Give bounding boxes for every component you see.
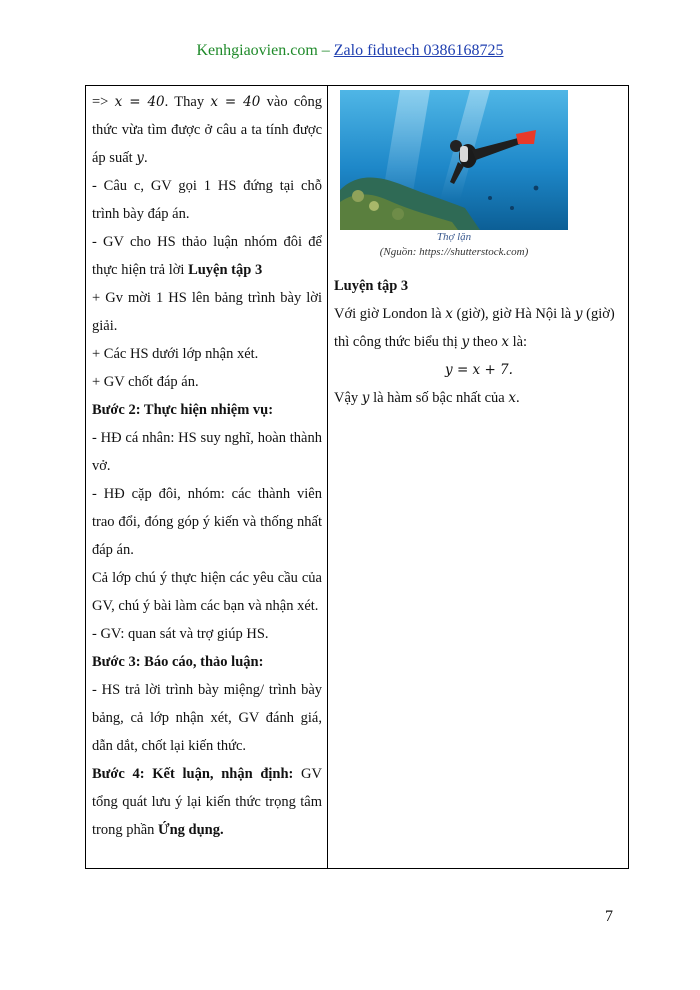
- paragraph-pair-discussion: - GV cho HS thảo luận nhóm đôi để thực hiện trả lời Luyện tập 3: [92, 234, 322, 278]
- header-separator: –: [317, 42, 334, 59]
- teacher-activity-column: [92, 88, 322, 844]
- paragraph-teacher-confirm: + GV chốt đáp án.: [92, 374, 199, 390]
- photo-source: (Nguồn: https://shutterstock.com): [379, 246, 529, 258]
- practice-formula: y = x + 7.: [445, 362, 513, 378]
- diver-figure: [340, 90, 568, 260]
- site-name[interactable]: Kenhgiaovien.com: [196, 42, 318, 59]
- paragraph-group: - HĐ cặp đôi, nhóm: các thành viên trao đổi, đóng góp ý kiến và thống nhất đáp án.: [92, 486, 322, 558]
- diver-photo: [340, 90, 568, 230]
- page-header: [0, 42, 700, 60]
- student-product-column: [334, 86, 624, 412]
- practice-title: Luyện tập 3: [334, 278, 409, 294]
- practice-statement: Với giờ London là x (giờ), giờ Hà Nội là y (giờ) thì công thức biểu thị y theo x là:: [334, 306, 615, 350]
- photo-caption: Thợ lặn: [436, 231, 472, 243]
- paragraph-step-4: Bước 4: Kết luận, nhận định: GV tổng quát lưu ý lại kiến thức trọng tâm trong phần Ứng dụng.: [92, 766, 322, 838]
- paragraph-observe: - GV: quan sát và trợ giúp HS.: [92, 626, 269, 642]
- contact-link[interactable]: Zalo fidutech 0386168725: [333, 42, 504, 59]
- paragraph-report: - HS trả lời trình bày miệng/ trình bày bảng, cả lớp nhận xét, GV đánh giá, dẫn dắt, chốt lại kiến thức.: [92, 682, 322, 754]
- lesson-table: [85, 85, 629, 869]
- paragraph-substitution: => x = 40. Thay x = 40 vào công thức vừa tìm được ở câu a ta tính được áp suất y.: [92, 94, 323, 166]
- practice-conclusion: Vậy y là hàm số bậc nhất của x.: [334, 390, 520, 406]
- practice-3-section: [334, 272, 624, 412]
- paragraph-invite-student: + Gv mời 1 HS lên bảng trình bày lời giải.: [92, 290, 322, 334]
- paragraph-class-comment: + Các HS dưới lớp nhận xét.: [92, 346, 259, 362]
- paragraph-whole-class: Cả lớp chú ý thực hiện các yêu cầu của GV, chú ý bài làm các bạn và nhận xét.: [92, 570, 322, 614]
- column-divider: [327, 86, 328, 868]
- heading-step-2: Bước 2: Thực hiện nhiệm vụ:: [92, 402, 274, 418]
- page-number: 7: [605, 908, 613, 925]
- paragraph-question-c: - Câu c, GV gọi 1 HS đứng tại chỗ trình bày đáp án.: [92, 178, 322, 222]
- heading-step-3: Bước 3: Báo cáo, thảo luận:: [92, 654, 264, 670]
- paragraph-individual: - HĐ cá nhân: HS suy nghĩ, hoàn thành vở.: [92, 430, 322, 474]
